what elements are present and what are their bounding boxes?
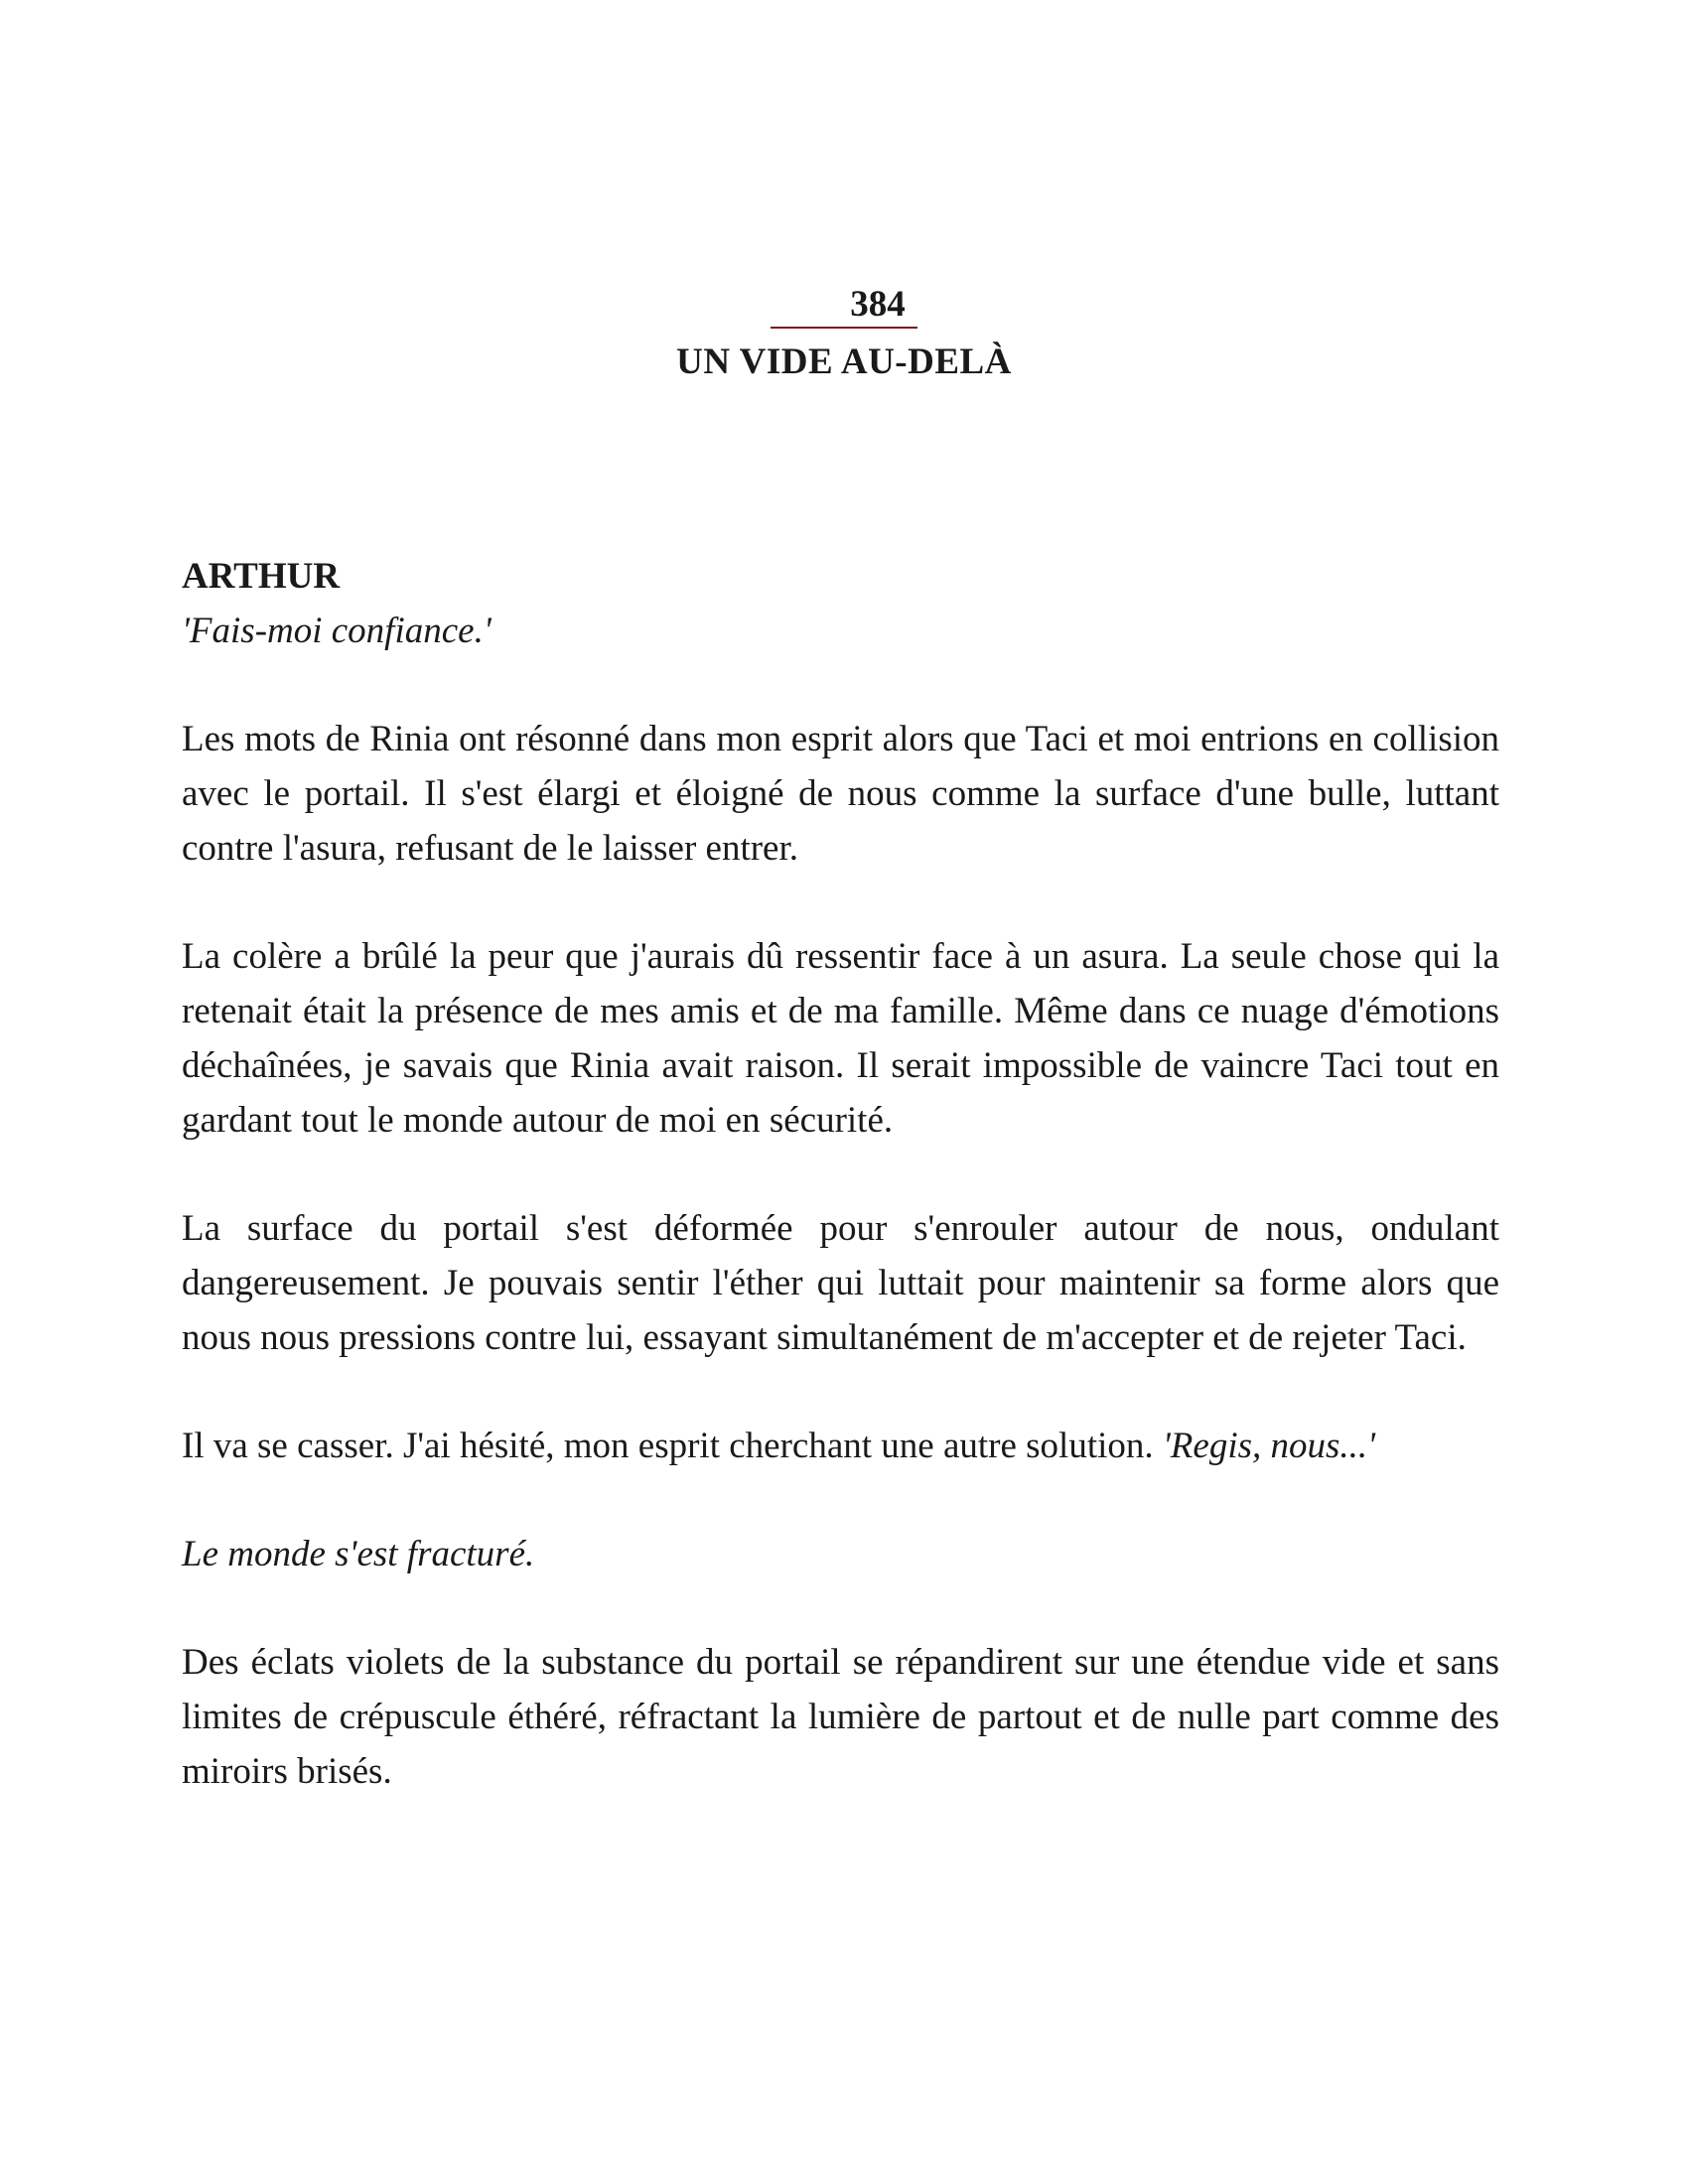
paragraph-4-text: Il va se casser. J'ai hésité, mon esprit cherchant une autre solution.	[182, 1426, 1163, 1466]
paragraph-4-italic-quote: 'Regis, nous...'	[1162, 1426, 1376, 1466]
pov-character-name: ARTHUR	[182, 556, 341, 597]
paragraph-5-italic: Le monde s'est fracturé.	[182, 1534, 535, 1574]
chapter-body	[182, 549, 1499, 1799]
paragraph-4	[182, 1419, 1499, 1473]
chapter-heading	[0, 283, 1688, 384]
opening-quote: 'Fais-moi confiance.'	[182, 611, 492, 651]
chapter-title: UN VIDE AU-DELÀ	[676, 341, 1012, 382]
paragraph-3: La surface du portail s'est déformée pour s'enrouler autour de nous, ondulant dangereusement. Je pouvais sentir l'éther qui luttait pour maintenir sa forme alors que nous nous pressions contre lui, essayant simultanément de m'accepter et de rejeter Taci.	[182, 1208, 1499, 1358]
paragraph-1: Les mots de Rinia ont résonné dans mon esprit alors que Taci et moi entrions en collision avec le portail. Il s'est élargi et éloigné de nous comme la surface d'une bulle, luttant contre l'asura, refusant de le laisser entrer.	[182, 719, 1499, 869]
paragraph-6: Des éclats violets de la substance du portail se répandirent sur une étendue vide et sans limites de crépuscule éthéré, réfractant la lumière de partout et de nulle part comme des miroirs brisés.	[182, 1642, 1499, 1792]
chapter-number: 384	[771, 283, 917, 329]
paragraph-2: La colère a brûlé la peur que j'aurais dû ressentir face à un asura. La seule chose qui la retenait était la présence de mes amis et de ma famille. Même dans ce nuage d'émotions déchaînées, je savais que Rinia avait raison. Il serait impossible de vaincre Taci tout en gardant tout le monde autour de moi en sécurité.	[182, 936, 1499, 1141]
